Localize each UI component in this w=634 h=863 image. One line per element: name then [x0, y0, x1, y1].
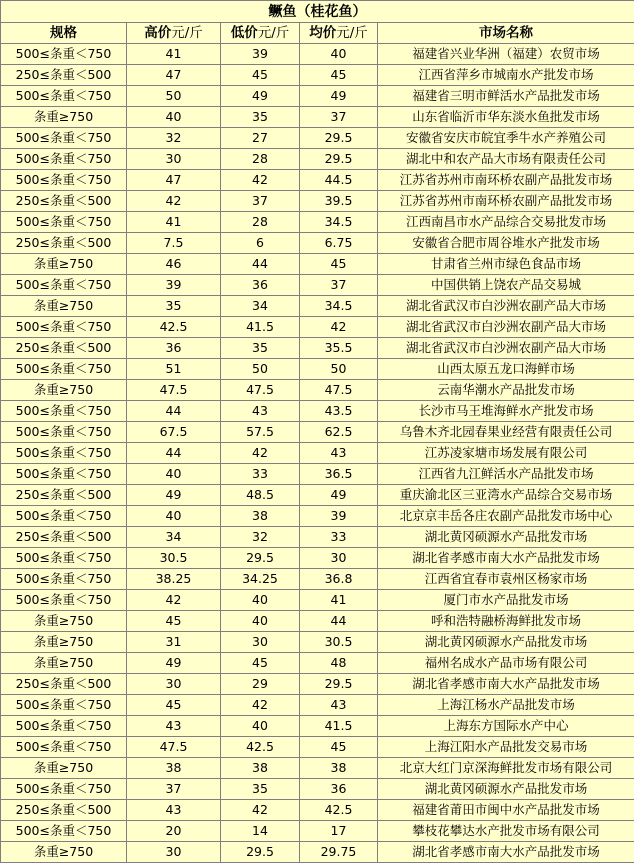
cell-low-price: 36	[221, 275, 300, 296]
table-row	[1, 590, 634, 611]
cell-avg-price: 36.5	[300, 464, 378, 485]
cell-spec: 500≤条重＜750	[1, 506, 127, 527]
cell-spec: 250≤条重＜500	[1, 65, 127, 86]
cell-high-price: 38	[127, 758, 221, 779]
cell-spec: 500≤条重＜750	[1, 149, 127, 170]
cell-high-price: 49	[127, 653, 221, 674]
cell-low-price: 45	[221, 65, 300, 86]
cell-low-price: 43	[221, 401, 300, 422]
cell-market: 山西太原五龙口海鲜市场	[378, 359, 634, 380]
cell-spec: 500≤条重＜750	[1, 716, 127, 737]
cell-high-price: 41	[127, 44, 221, 65]
cell-high-price: 35	[127, 296, 221, 317]
cell-spec: 250≤条重＜500	[1, 338, 127, 359]
cell-low-price: 49	[221, 86, 300, 107]
cell-high-price: 40	[127, 464, 221, 485]
cell-market: 湖北省武汉市白沙洲农副产品大市场	[378, 338, 634, 359]
cell-market: 湖北省武汉市白沙洲农副产品大市场	[378, 296, 634, 317]
cell-low-price: 40	[221, 590, 300, 611]
cell-market: 湖北省武汉市白沙洲农副产品大市场	[378, 317, 634, 338]
cell-spec: 条重≥750	[1, 254, 127, 275]
cell-avg-price: 42	[300, 317, 378, 338]
cell-market: 福建省兴业华洲（福建）农贸市场	[378, 44, 634, 65]
cell-avg-price: 45	[300, 737, 378, 758]
cell-spec: 500≤条重＜750	[1, 359, 127, 380]
cell-low-price: 29	[221, 674, 300, 695]
cell-market: 上海东方国际水产中心	[378, 716, 634, 737]
cell-avg-price: 43	[300, 695, 378, 716]
cell-low-price: 27	[221, 128, 300, 149]
cell-low-price: 34	[221, 296, 300, 317]
cell-market: 攀枝花攀达水产批发市场有限公司	[378, 821, 634, 842]
cell-market: 乌鲁木齐北园春果业经营有限责任公司	[378, 422, 634, 443]
cell-market: 厦门市水产品批发市场	[378, 590, 634, 611]
cell-market: 湖北黄冈硕源水产品批发市场	[378, 779, 634, 800]
cell-spec: 250≤条重＜500	[1, 233, 127, 254]
header-low-price	[221, 23, 300, 44]
table-row	[1, 632, 634, 653]
table-row	[1, 527, 634, 548]
cell-high-price: 43	[127, 800, 221, 821]
cell-market: 湖北省孝感市南大水产品批发市场	[378, 548, 634, 569]
cell-high-price: 47	[127, 65, 221, 86]
cell-market: 福建省莆田市闽中水产品批发市场	[378, 800, 634, 821]
cell-low-price: 38	[221, 506, 300, 527]
cell-market: 江西省萍乡市城南水产批发市场	[378, 65, 634, 86]
cell-low-price: 34.25	[221, 569, 300, 590]
cell-spec: 250≤条重＜500	[1, 800, 127, 821]
cell-market: 福州名成水产品市场有限公司	[378, 653, 634, 674]
cell-high-price: 43	[127, 716, 221, 737]
header-high-price-unit: 元/斤	[171, 25, 203, 41]
cell-market: 重庆渝北区三亚湾水产品综合交易市场	[378, 485, 634, 506]
table-title: 鳜鱼（桂花鱼）	[1, 1, 634, 23]
table-row	[1, 107, 634, 128]
cell-spec: 500≤条重＜750	[1, 695, 127, 716]
table-row	[1, 44, 634, 65]
cell-avg-price: 39	[300, 506, 378, 527]
cell-market: 云南华潮水产品批发市场	[378, 380, 634, 401]
cell-high-price: 47.5	[127, 737, 221, 758]
title-row	[1, 1, 634, 23]
cell-spec: 条重≥750	[1, 296, 127, 317]
table-row	[1, 611, 634, 632]
table-row	[1, 233, 634, 254]
cell-avg-price: 50	[300, 359, 378, 380]
table-row	[1, 149, 634, 170]
table-row	[1, 170, 634, 191]
cell-low-price: 33	[221, 464, 300, 485]
cell-spec: 条重≥750	[1, 611, 127, 632]
table-row	[1, 254, 634, 275]
table-row	[1, 716, 634, 737]
cell-low-price: 29.5	[221, 548, 300, 569]
cell-low-price: 41.5	[221, 317, 300, 338]
cell-high-price: 42.5	[127, 317, 221, 338]
cell-high-price: 32	[127, 128, 221, 149]
cell-spec: 250≤条重＜500	[1, 527, 127, 548]
header-high-price-label: 高价	[144, 25, 171, 41]
cell-low-price: 30	[221, 632, 300, 653]
cell-avg-price: 44	[300, 611, 378, 632]
cell-spec: 条重≥750	[1, 107, 127, 128]
table-row	[1, 443, 634, 464]
table-row	[1, 338, 634, 359]
cell-market: 山东省临沂市华东淡水鱼批发市场	[378, 107, 634, 128]
cell-high-price: 31	[127, 632, 221, 653]
cell-spec: 500≤条重＜750	[1, 401, 127, 422]
cell-low-price: 42	[221, 443, 300, 464]
table-row	[1, 779, 634, 800]
cell-avg-price: 17	[300, 821, 378, 842]
cell-spec: 500≤条重＜750	[1, 422, 127, 443]
cell-avg-price: 43	[300, 443, 378, 464]
cell-spec: 500≤条重＜750	[1, 317, 127, 338]
cell-spec: 条重≥750	[1, 653, 127, 674]
cell-market: 湖北中和农产品大市场有限责任公司	[378, 149, 634, 170]
header-market: 市场名称	[378, 23, 634, 44]
table-row	[1, 65, 634, 86]
cell-low-price: 32	[221, 527, 300, 548]
header-high-price	[127, 23, 221, 44]
cell-high-price: 40	[127, 107, 221, 128]
cell-high-price: 42	[127, 191, 221, 212]
cell-low-price: 50	[221, 359, 300, 380]
cell-high-price: 30.5	[127, 548, 221, 569]
cell-high-price: 30	[127, 149, 221, 170]
cell-low-price: 42	[221, 800, 300, 821]
cell-avg-price: 36	[300, 779, 378, 800]
cell-spec: 500≤条重＜750	[1, 212, 127, 233]
cell-avg-price: 30	[300, 548, 378, 569]
cell-market: 呼和浩特融桥海鲜批发市场	[378, 611, 634, 632]
header-row	[1, 23, 634, 44]
table-row	[1, 380, 634, 401]
cell-market: 湖北省孝感市南大水产品批发市场	[378, 842, 634, 863]
cell-avg-price: 42.5	[300, 800, 378, 821]
cell-market: 安徽省安庆市皖宜季牛水产养殖公司	[378, 128, 634, 149]
cell-spec: 250≤条重＜500	[1, 674, 127, 695]
cell-avg-price: 29.5	[300, 674, 378, 695]
cell-low-price: 29.5	[221, 842, 300, 863]
table-row	[1, 422, 634, 443]
cell-avg-price: 37	[300, 107, 378, 128]
cell-low-price: 39	[221, 44, 300, 65]
header-avg-price	[300, 23, 378, 44]
cell-avg-price: 41	[300, 590, 378, 611]
cell-avg-price: 29.75	[300, 842, 378, 863]
cell-spec: 条重≥750	[1, 380, 127, 401]
table-row	[1, 506, 634, 527]
table-row	[1, 569, 634, 590]
cell-market: 湖北省孝感市南大水产品批发市场	[378, 674, 634, 695]
cell-high-price: 20	[127, 821, 221, 842]
cell-low-price: 42	[221, 695, 300, 716]
cell-market: 湖北黄冈硕源水产品批发市场	[378, 527, 634, 548]
cell-low-price: 47.5	[221, 380, 300, 401]
cell-market: 江苏省苏州市南环桥农副产品批发市场	[378, 191, 634, 212]
cell-high-price: 44	[127, 401, 221, 422]
table-row	[1, 737, 634, 758]
table-row	[1, 212, 634, 233]
cell-high-price: 47	[127, 170, 221, 191]
cell-market: 江西南昌市水产品综合交易批发市场	[378, 212, 634, 233]
cell-avg-price: 34.5	[300, 212, 378, 233]
header-avg-price-label: 均价	[309, 25, 336, 41]
header-spec: 规格	[1, 23, 127, 44]
table-row	[1, 191, 634, 212]
cell-avg-price: 45	[300, 254, 378, 275]
cell-avg-price: 36.8	[300, 569, 378, 590]
cell-spec: 500≤条重＜750	[1, 821, 127, 842]
table-row	[1, 464, 634, 485]
table-row	[1, 401, 634, 422]
cell-high-price: 51	[127, 359, 221, 380]
table-row	[1, 653, 634, 674]
cell-high-price: 38.25	[127, 569, 221, 590]
cell-avg-price: 34.5	[300, 296, 378, 317]
cell-low-price: 42	[221, 170, 300, 191]
table-row	[1, 548, 634, 569]
cell-avg-price: 35.5	[300, 338, 378, 359]
cell-low-price: 40	[221, 611, 300, 632]
cell-market: 江西省九江鲜活水产品批发市场	[378, 464, 634, 485]
cell-avg-price: 29.5	[300, 128, 378, 149]
cell-low-price: 48.5	[221, 485, 300, 506]
cell-high-price: 34	[127, 527, 221, 548]
cell-avg-price: 37	[300, 275, 378, 296]
cell-market: 安徽省合肥市周谷堆水产批发市场	[378, 233, 634, 254]
header-low-price-unit: 元/斤	[258, 25, 290, 41]
cell-low-price: 40	[221, 716, 300, 737]
table-row	[1, 800, 634, 821]
cell-market: 湖北黄冈硕源水产品批发市场	[378, 632, 634, 653]
cell-market: 长沙市马王堆海鲜水产批发市场	[378, 401, 634, 422]
cell-high-price: 37	[127, 779, 221, 800]
cell-low-price: 42.5	[221, 737, 300, 758]
cell-market: 上海江阳水产品批发交易市场	[378, 737, 634, 758]
cell-spec: 500≤条重＜750	[1, 170, 127, 191]
cell-spec: 条重≥750	[1, 632, 127, 653]
cell-low-price: 6	[221, 233, 300, 254]
cell-market: 福建省三明市鲜活水产品批发市场	[378, 86, 634, 107]
cell-high-price: 42	[127, 590, 221, 611]
table-row	[1, 695, 634, 716]
cell-avg-price: 48	[300, 653, 378, 674]
cell-spec: 500≤条重＜750	[1, 275, 127, 296]
cell-low-price: 57.5	[221, 422, 300, 443]
cell-spec: 500≤条重＜750	[1, 128, 127, 149]
cell-market: 上海江杨水产品批发市场	[378, 695, 634, 716]
cell-avg-price: 40	[300, 44, 378, 65]
cell-market: 江苏凌家塘市场发展有限公司	[378, 443, 634, 464]
cell-market: 江西省宜春市袁州区杨家市场	[378, 569, 634, 590]
cell-market: 江苏省苏州市南环桥农副产品批发市场	[378, 170, 634, 191]
cell-avg-price: 39.5	[300, 191, 378, 212]
cell-avg-price: 62.5	[300, 422, 378, 443]
cell-spec: 500≤条重＜750	[1, 86, 127, 107]
table-row	[1, 674, 634, 695]
cell-low-price: 28	[221, 212, 300, 233]
cell-spec: 条重≥750	[1, 842, 127, 863]
cell-high-price: 47.5	[127, 380, 221, 401]
table-row	[1, 842, 634, 863]
cell-spec: 250≤条重＜500	[1, 191, 127, 212]
cell-high-price: 67.5	[127, 422, 221, 443]
header-low-price-label: 低价	[231, 25, 258, 41]
cell-avg-price: 30.5	[300, 632, 378, 653]
cell-low-price: 14	[221, 821, 300, 842]
cell-spec: 250≤条重＜500	[1, 485, 127, 506]
cell-high-price: 45	[127, 695, 221, 716]
cell-avg-price: 38	[300, 758, 378, 779]
cell-avg-price: 43.5	[300, 401, 378, 422]
cell-avg-price: 49	[300, 485, 378, 506]
cell-low-price: 37	[221, 191, 300, 212]
cell-high-price: 40	[127, 506, 221, 527]
table-row	[1, 317, 634, 338]
cell-spec: 500≤条重＜750	[1, 569, 127, 590]
cell-high-price: 36	[127, 338, 221, 359]
cell-avg-price: 49	[300, 86, 378, 107]
cell-spec: 500≤条重＜750	[1, 464, 127, 485]
table-row	[1, 296, 634, 317]
table-row	[1, 275, 634, 296]
cell-high-price: 41	[127, 212, 221, 233]
cell-low-price: 38	[221, 758, 300, 779]
table-row	[1, 821, 634, 842]
header-avg-price-unit: 元/斤	[336, 25, 368, 41]
cell-market: 中国供销上饶农产品交易城	[378, 275, 634, 296]
cell-low-price: 44	[221, 254, 300, 275]
table-row	[1, 128, 634, 149]
cell-avg-price: 45	[300, 65, 378, 86]
cell-spec: 500≤条重＜750	[1, 44, 127, 65]
cell-high-price: 30	[127, 842, 221, 863]
cell-market: 北京大红门京深海鲜批发市场有限公司	[378, 758, 634, 779]
cell-high-price: 46	[127, 254, 221, 275]
cell-high-price: 7.5	[127, 233, 221, 254]
cell-high-price: 30	[127, 674, 221, 695]
cell-high-price: 49	[127, 485, 221, 506]
cell-market: 北京京丰岳各庄农副产品批发市场中心	[378, 506, 634, 527]
cell-avg-price: 41.5	[300, 716, 378, 737]
table-row	[1, 359, 634, 380]
cell-high-price: 45	[127, 611, 221, 632]
cell-spec: 500≤条重＜750	[1, 443, 127, 464]
cell-low-price: 35	[221, 338, 300, 359]
cell-avg-price: 6.75	[300, 233, 378, 254]
cell-low-price: 28	[221, 149, 300, 170]
table-row	[1, 758, 634, 779]
cell-high-price: 44	[127, 443, 221, 464]
cell-avg-price: 44.5	[300, 170, 378, 191]
cell-low-price: 35	[221, 107, 300, 128]
table-body	[1, 44, 634, 863]
cell-avg-price: 29.5	[300, 149, 378, 170]
table-row	[1, 86, 634, 107]
cell-spec: 500≤条重＜750	[1, 779, 127, 800]
cell-avg-price: 47.5	[300, 380, 378, 401]
cell-low-price: 45	[221, 653, 300, 674]
cell-spec: 500≤条重＜750	[1, 548, 127, 569]
cell-spec: 条重≥750	[1, 758, 127, 779]
cell-spec: 500≤条重＜750	[1, 590, 127, 611]
cell-spec: 500≤条重＜750	[1, 737, 127, 758]
table-row	[1, 485, 634, 506]
cell-high-price: 39	[127, 275, 221, 296]
cell-low-price: 35	[221, 779, 300, 800]
cell-avg-price: 33	[300, 527, 378, 548]
cell-market: 甘肃省兰州市绿色食品市场	[378, 254, 634, 275]
cell-high-price: 50	[127, 86, 221, 107]
